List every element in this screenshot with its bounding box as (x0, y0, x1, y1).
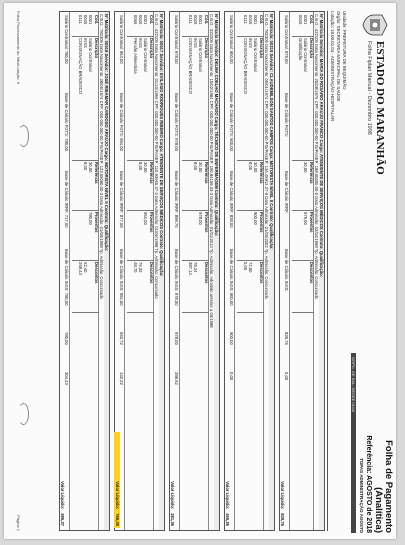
column-header: Proventos (94, 212, 99, 233)
reference-month: Referência: AGOSTO de 2018 (365, 435, 372, 533)
total-label: Salário Contratual: 978,00 (174, 15, 180, 64)
net-pay-value: 385,37 (60, 513, 66, 526)
table-cell: 0045 (138, 15, 143, 25)
table-cell: 0066 (133, 15, 138, 25)
table-cell: 0,00 (243, 262, 248, 271)
organization-label: TOPAS ADMINISTRAÇÃO AGOSTO (359, 458, 364, 533)
unit-line: Unidade: PREFEITURA DE BEQUIMÃO (342, 11, 347, 90)
table-cell: CONSIGNAÇÃO BRADESCO (188, 38, 193, 95)
total-label: Base de Cálculo IRRF: 899,76 (174, 171, 180, 228)
table-cell: Salário Contratual (88, 38, 93, 72)
table-cell: Salário Contratual (198, 38, 203, 72)
total-label: Base de Cálculo INSS: 780,00 (64, 249, 70, 306)
total-label: Base de Cálculo IRRF: (284, 171, 290, 214)
rotated-document (10, 5, 396, 537)
total-label: Salário Contratual: 979,00 (284, 15, 290, 64)
net-pay-value: 839,76 (280, 513, 286, 526)
table-cell: Salário Contratual (303, 38, 308, 72)
total-label: Base de Cálculo INSS: 978,00 (174, 249, 180, 306)
column-header: Referência (259, 162, 264, 184)
title-box (359, 423, 394, 533)
table-cell: Salário Contratual (253, 38, 258, 72)
table-cell: 8,00 (138, 162, 143, 171)
column-divider (182, 160, 209, 161)
column-divider (237, 312, 264, 313)
column-divider (237, 210, 264, 211)
table-cell: 978,00 (198, 212, 203, 225)
column-divider (292, 210, 314, 211)
column-header: Descontos (149, 262, 154, 284)
table-cell: 62,40 (83, 262, 88, 273)
employee-details: C.B.O.: 422105 Data Nascimento: 01/10/1965 CPF: 000.000.000-00 PIS/PASEP: 110.93665.37-3 Data Admissão: 01/06/1998 Tp. Admissão: Concursado (154, 14, 160, 299)
divider (69, 12, 70, 530)
column-header: Cód. (259, 15, 264, 25)
column-divider (127, 312, 154, 313)
table-cell: 0045 (193, 15, 198, 25)
table-cell: 900,00 (253, 212, 258, 225)
column-divider (292, 260, 314, 261)
table-cell: 0111 (243, 15, 248, 24)
net-pay-box (279, 432, 285, 528)
table-cell: 0045 (298, 15, 303, 25)
table-cell: INSS (193, 38, 198, 48)
document-subtitle: Folha Fiplan Manual - Dezembro 1998 (366, 41, 372, 135)
column-header: Descrição (149, 38, 154, 59)
column-header: Descrição (309, 38, 314, 59)
page-number: Página 1 (16, 515, 21, 531)
column-divider (237, 160, 264, 161)
bruto-value: 780,00 (64, 332, 70, 345)
total-label: Salário Contratual: 780,00 (64, 15, 70, 64)
table-cell: 387,14 (188, 262, 193, 275)
column-header: Referência (309, 162, 314, 184)
column-header: Referência (149, 162, 154, 184)
table-cell: 954,00 (143, 212, 148, 225)
column-divider (127, 210, 154, 211)
net-pay-box (114, 432, 120, 528)
document-header (352, 5, 396, 537)
employee-details: C.B.O.: 422105 Data Nascimento: 20/08/1976 CPF: 000.000.000-00 PIS/PASEP: 188.00000.00-0 Data Admissão: 02/04/1998 Tp. Admissão: Concursado (314, 14, 320, 300)
total-label: Base de Cálculo FGTS: 954,00 (119, 93, 125, 151)
employee-block (169, 11, 220, 531)
employee-block (224, 11, 275, 531)
column-header: Descrição (204, 38, 209, 59)
column-header: Proventos (309, 212, 314, 233)
net-pay-box (59, 432, 65, 528)
column-header: Cód. (149, 15, 154, 25)
column-divider (72, 210, 99, 211)
table-cell: INSS (138, 38, 143, 48)
total-label: Base de Cálculo FGTS: (284, 93, 290, 137)
table-cell: 0001 (198, 15, 203, 25)
column-divider (127, 160, 154, 161)
table-cell: 48,70 (133, 262, 138, 273)
descontos-value: 304,43 (64, 372, 70, 385)
table-cell: 30,00 (143, 162, 148, 173)
net-pay-value: 455,26 (225, 513, 231, 526)
table-cell: 979,00 (303, 212, 308, 225)
column-header: Cód. (94, 15, 99, 25)
descontos-value: 0,00 (229, 372, 235, 381)
table-cell: 30,00 (88, 162, 93, 173)
net-pay-box (169, 432, 175, 528)
employee-details: C.B.O.: 782305 Data Nascimento: 28/06/1974 CPF: 000.000.000-00 PIS/PASEP: 123.55090.00-3 Data Admissão: 01/06/1998 Tp. Admissão: Concursado (99, 14, 105, 300)
column-header: Descontos (259, 262, 264, 284)
lotacao-line: Lotação: 18.00.01.04 - ADMINISTRAÇÃO HOSPITALAR (330, 11, 335, 122)
column-divider (237, 36, 264, 37)
employee-block (59, 11, 110, 531)
column-header: Cód. (309, 15, 314, 25)
column-header: Descontos (204, 262, 209, 284)
payroll-sheet (4, 3, 396, 539)
table-cell: 0001 (253, 15, 258, 25)
column-header: Proventos (204, 212, 209, 233)
net-pay-label: Valor Líquido: (170, 481, 176, 510)
header-bar: GRPO. DE SAL: DESDE 01/1/I (351, 353, 356, 533)
column-divider (292, 312, 314, 313)
table-cell: 8,00 (83, 162, 88, 171)
net-pay-label: Valor Líquido: (115, 481, 121, 510)
employee-header: Nº Matrícula: 00517 Servidor: EVILÁSIO RODRIGUES RIBEIRO Cargo: ATENDENTE DE SERVIÇOS MÉDICOS Contrato: Qualificação: (159, 12, 164, 530)
column-divider (72, 312, 99, 313)
table-cell: 0001 (88, 15, 93, 25)
column-header: Descontos (94, 262, 99, 284)
total-label: Salário Contratual: 954,00 (119, 15, 125, 64)
employee-block (279, 11, 325, 531)
column-divider (127, 36, 154, 37)
table-cell: 0045 (248, 15, 253, 25)
total-label: Base de Cálculo IRRF: 877,68 (119, 171, 125, 228)
divider (124, 12, 125, 530)
table-cell: 78,24 (193, 262, 198, 273)
table-cell: 0111 (78, 15, 83, 24)
table-cell: Pensão Alimentícia (133, 38, 138, 74)
table-cell: CONSIGNAÇÃO BRADESCO (78, 38, 83, 95)
net-pay-label: Valor Líquido: (280, 481, 286, 510)
column-divider (72, 160, 99, 161)
column-divider (127, 260, 154, 261)
bruto-value: 839,76 (284, 332, 290, 345)
total-label: Base de Cálculo FGTS: 780,00 (64, 93, 70, 151)
total-label: Base de Cálculo FGTS: 978,00 (174, 93, 180, 151)
divider (234, 12, 235, 530)
total-label: Base de Cálculo IRRF: 717,60 (64, 171, 70, 228)
table-cell: INSS (248, 38, 253, 48)
column-header: Referência (94, 162, 99, 184)
column-header: Proventos (149, 212, 154, 233)
net-pay-value: 281,36 (170, 513, 176, 526)
column-divider (292, 160, 314, 161)
employee-header: Nº Matrícula Servidor: DELMA COELHO MACHADO Cargo: TÉCNICO DE ENFERMAGEM Contrato: Qualificação: (214, 12, 219, 530)
column-divider (72, 260, 99, 261)
table-cell: 0045 (83, 15, 88, 25)
state-coat-of-arms-icon (362, 13, 388, 37)
net-pay-value: 766,49 (115, 513, 121, 526)
column-divider (182, 260, 209, 261)
column-header: Referência (204, 162, 209, 184)
bruto-value: 900,00 (229, 332, 235, 345)
column-divider (72, 36, 99, 37)
table-cell: 780,00 (88, 212, 93, 225)
net-pay-label: Valor Líquido: (60, 481, 66, 510)
bruto-value: 940,72 (119, 332, 125, 345)
net-pay-label: Valor Líquido: (225, 481, 231, 510)
employee-header: Nº Matrícula: 00219 Servidor: CLAUDEMILSON SANTOS CAMPOS Cargo: MOTORISTA NÍVEL II Contrato: Qualificação: (269, 12, 274, 530)
footer-note: Folha Processamento do Mês/Lotação: 6 (16, 11, 21, 84)
total-label: Base de Cálculo INSS: 954,00 (119, 249, 125, 306)
divider (179, 12, 180, 530)
table-cell: 8,00 (248, 162, 253, 171)
total-label: Salário Contratual: 900,00 (229, 15, 235, 64)
total-label: Base de Cálculo INSS: (284, 249, 290, 292)
total-label: Base de Cálculo FGTS: 900,00 (229, 93, 235, 151)
table-cell: 0111 (188, 15, 193, 24)
employee-header: Nº Matrícula Servidor: MARIA DO ROSÁRIO ARAÚJO FRANCO Cargo: ATENDENTE DE SERVIÇOS MÉDICOS Contrato: Qualificação: (319, 12, 324, 530)
table-cell: INSS (83, 38, 88, 48)
divider (327, 11, 328, 531)
column-header: Descrição (259, 38, 264, 59)
column-divider (292, 36, 314, 37)
descontos-value: 398,62 (174, 372, 180, 385)
table-cell: Gratificação (298, 38, 303, 61)
table-cell: 8,00 (193, 162, 198, 171)
column-header: Proventos (259, 212, 264, 233)
document-title: Folha de Pagamento (Analítica) (373, 440, 394, 533)
column-divider (182, 312, 209, 313)
table-cell: 268,43 (78, 262, 83, 275)
column-header: Descontos (309, 262, 314, 284)
divider (289, 12, 290, 530)
column-divider (237, 260, 264, 261)
employee-details: C.B.O.: 322205 Data Nascimento: 15/02/1984 CPF: 000.000.000-00 PIS/PASEP: 190.84159.33-3 Data Admissão: 01/01/2013 Tp. Admissão: Admitido anterior a 05/1988 (209, 14, 215, 328)
state-name: ESTADO DO MARANHÃO (374, 41, 386, 175)
table-cell: Salário Contratual (143, 38, 148, 72)
table-cell: 30,00 (303, 162, 308, 173)
agency-line: Órgão: SECRETARIA MUNICIPAL DE SAÚDE (336, 11, 341, 102)
table-cell: 0001 (143, 15, 148, 25)
table-cell: 0001 (303, 15, 308, 25)
table-cell: 76,32 (138, 262, 143, 273)
table-cell: 30,00 (253, 162, 258, 173)
column-header: Cód. (204, 15, 209, 25)
column-divider (182, 36, 209, 37)
descontos-value: 0,00 (284, 372, 290, 381)
employee-details: C.B.O.: 782305 Data Nascimento: 05/01/1974 CPF: 000.000.000-00 PIS/PASEP: 136.45912.37-9 Data Admissão: 01/05/2002 Tp. Admissão: Concursado (264, 14, 270, 300)
table-cell: 72,00 (248, 262, 253, 273)
net-pay-box (224, 432, 230, 528)
employee-block (114, 11, 165, 531)
column-header: Descrição (94, 38, 99, 59)
total-label: Base de Cálculo IRRF: 828,00 (229, 171, 235, 228)
descontos-value: 132,22 (119, 372, 125, 385)
table-cell: CONSIGNAÇÃO BRADESCO (243, 38, 248, 95)
column-divider (182, 210, 209, 211)
table-cell: 30,00 (198, 162, 203, 173)
total-label: Base de Cálculo INSS: 900,00 (229, 249, 235, 306)
bruto-value: 978,00 (174, 332, 180, 345)
employee-header: Nº Matrícula: 00518 Servidor: JOSÉ RIBAMAR CARDOSO ARAÚJO Cargo: MOTORISTA NÍVEL II Contrato: Qualificação: (104, 12, 109, 530)
